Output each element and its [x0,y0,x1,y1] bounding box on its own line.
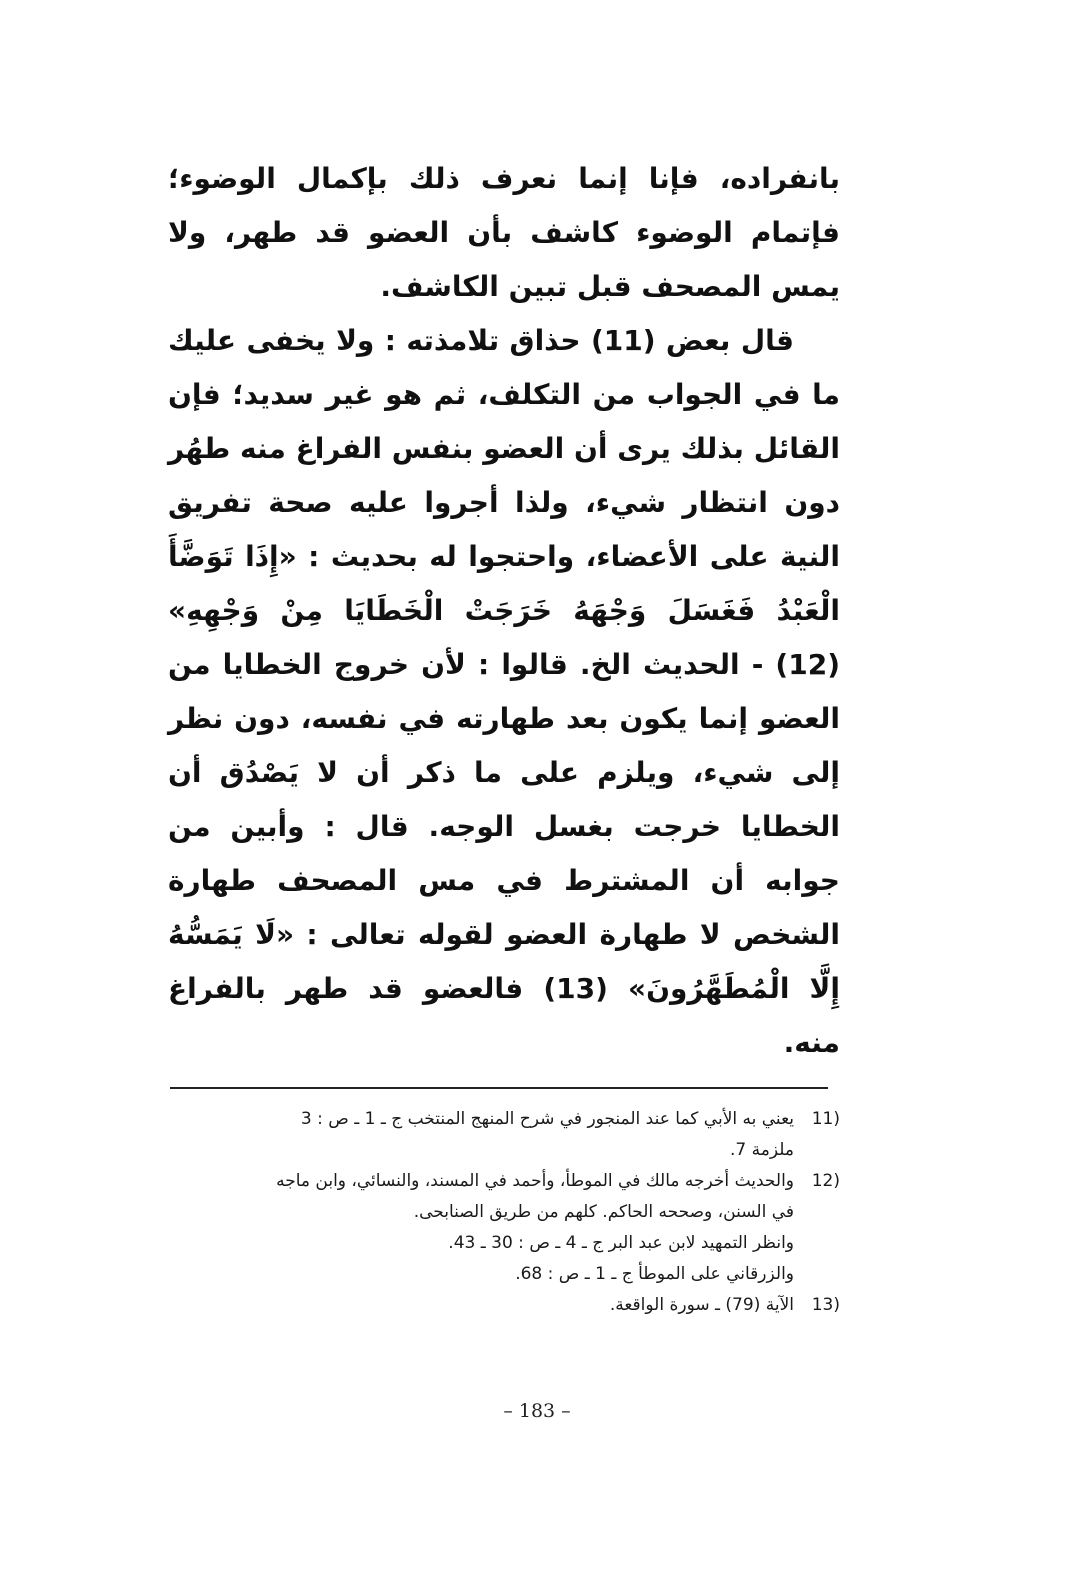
footnote-line: والحديث أخرجه مالك في الموطأ، وأحمد في المسند، والنسائي، وابن ماجه [276,1171,794,1191]
paragraph-1: بانفراده، فإنا إنما نعرف ذلك بإكمال الوضوء؛ فإتمام الوضوء كاشف بأن العضو قد طهر، ولا يمس المصحف قبل تبين الكاشف. [168,162,840,303]
footnote-line: يعني به الأبي كما عند المنجور في شرح المنهج المنتخب ج ـ 1 ـ ص : 3 [300,1109,794,1129]
footnote-text [160,1290,794,1321]
footnote-line: وانظر التمهيد لابن عبد البر ج ـ 4 ـ ص : 30 ـ 43. [448,1233,794,1253]
footnote-line: الآية (79) ـ سورة الواقعة. [609,1295,794,1315]
footnote-number: 13) [811,1295,840,1315]
footnote-number: 11) [811,1109,840,1129]
footnote-line: والزرقاني على الموطأ ج ـ 1 ـ ص : 68. [515,1264,794,1284]
footnote-13 [160,1290,840,1321]
footnote-separator [170,1087,828,1089]
page-number: – 183 – [503,1400,571,1422]
footnote-text [160,1166,794,1290]
footnote-line: في السنن، وصححه الحاكم. كلهم من طريق الصنابحى. [413,1202,794,1222]
footnotes [160,1104,840,1321]
footnote-number: 12) [811,1171,840,1191]
footnote-11 [160,1104,840,1166]
paragraph-2: قال بعض (11) حذاق تلامذته : ولا يخفى عليك ما في الجواب من التكلف، ثم هو غير سديد؛ فإن القائل بذلك يرى أن العضو بنفس الفراغ منه طهُر دون انتظار شيء، ولذا أجروا عليه صحة تفريق النية على الأعضاء، واحتجوا له بحديث : «إِذَا تَوَضَّأَ الْعَبْدُ فَغَسَلَ وَجْهَهُ خَرَجَتْ الْخَطَايَا مِنْ وَجْهِهِ» (12) - الحديث الخ. قالوا : لأن خروج الخطايا من العضو إنما يكون بعد طهارته في نفسه، دون نظر إلى شيء، ويلزم على ما ذكر أن لا يَصْدُق أن الخطايا خرجت بغسل الوجه. قال : وأبين من جوابه أن المشترط في مس المصحف طهارة الشخص لا طهارة العضو لقوله تعالى : «لَا يَمَسُّهُ إِلَّا الْمُطَهَّرُونَ» (13) فالعضو قد طهر بالفراغ منه. [168,324,840,1059]
footnote-line: ملزمة 7. [730,1140,794,1160]
main-text [168,152,840,1070]
footnote-12 [160,1166,840,1290]
footnote-text [160,1104,794,1166]
